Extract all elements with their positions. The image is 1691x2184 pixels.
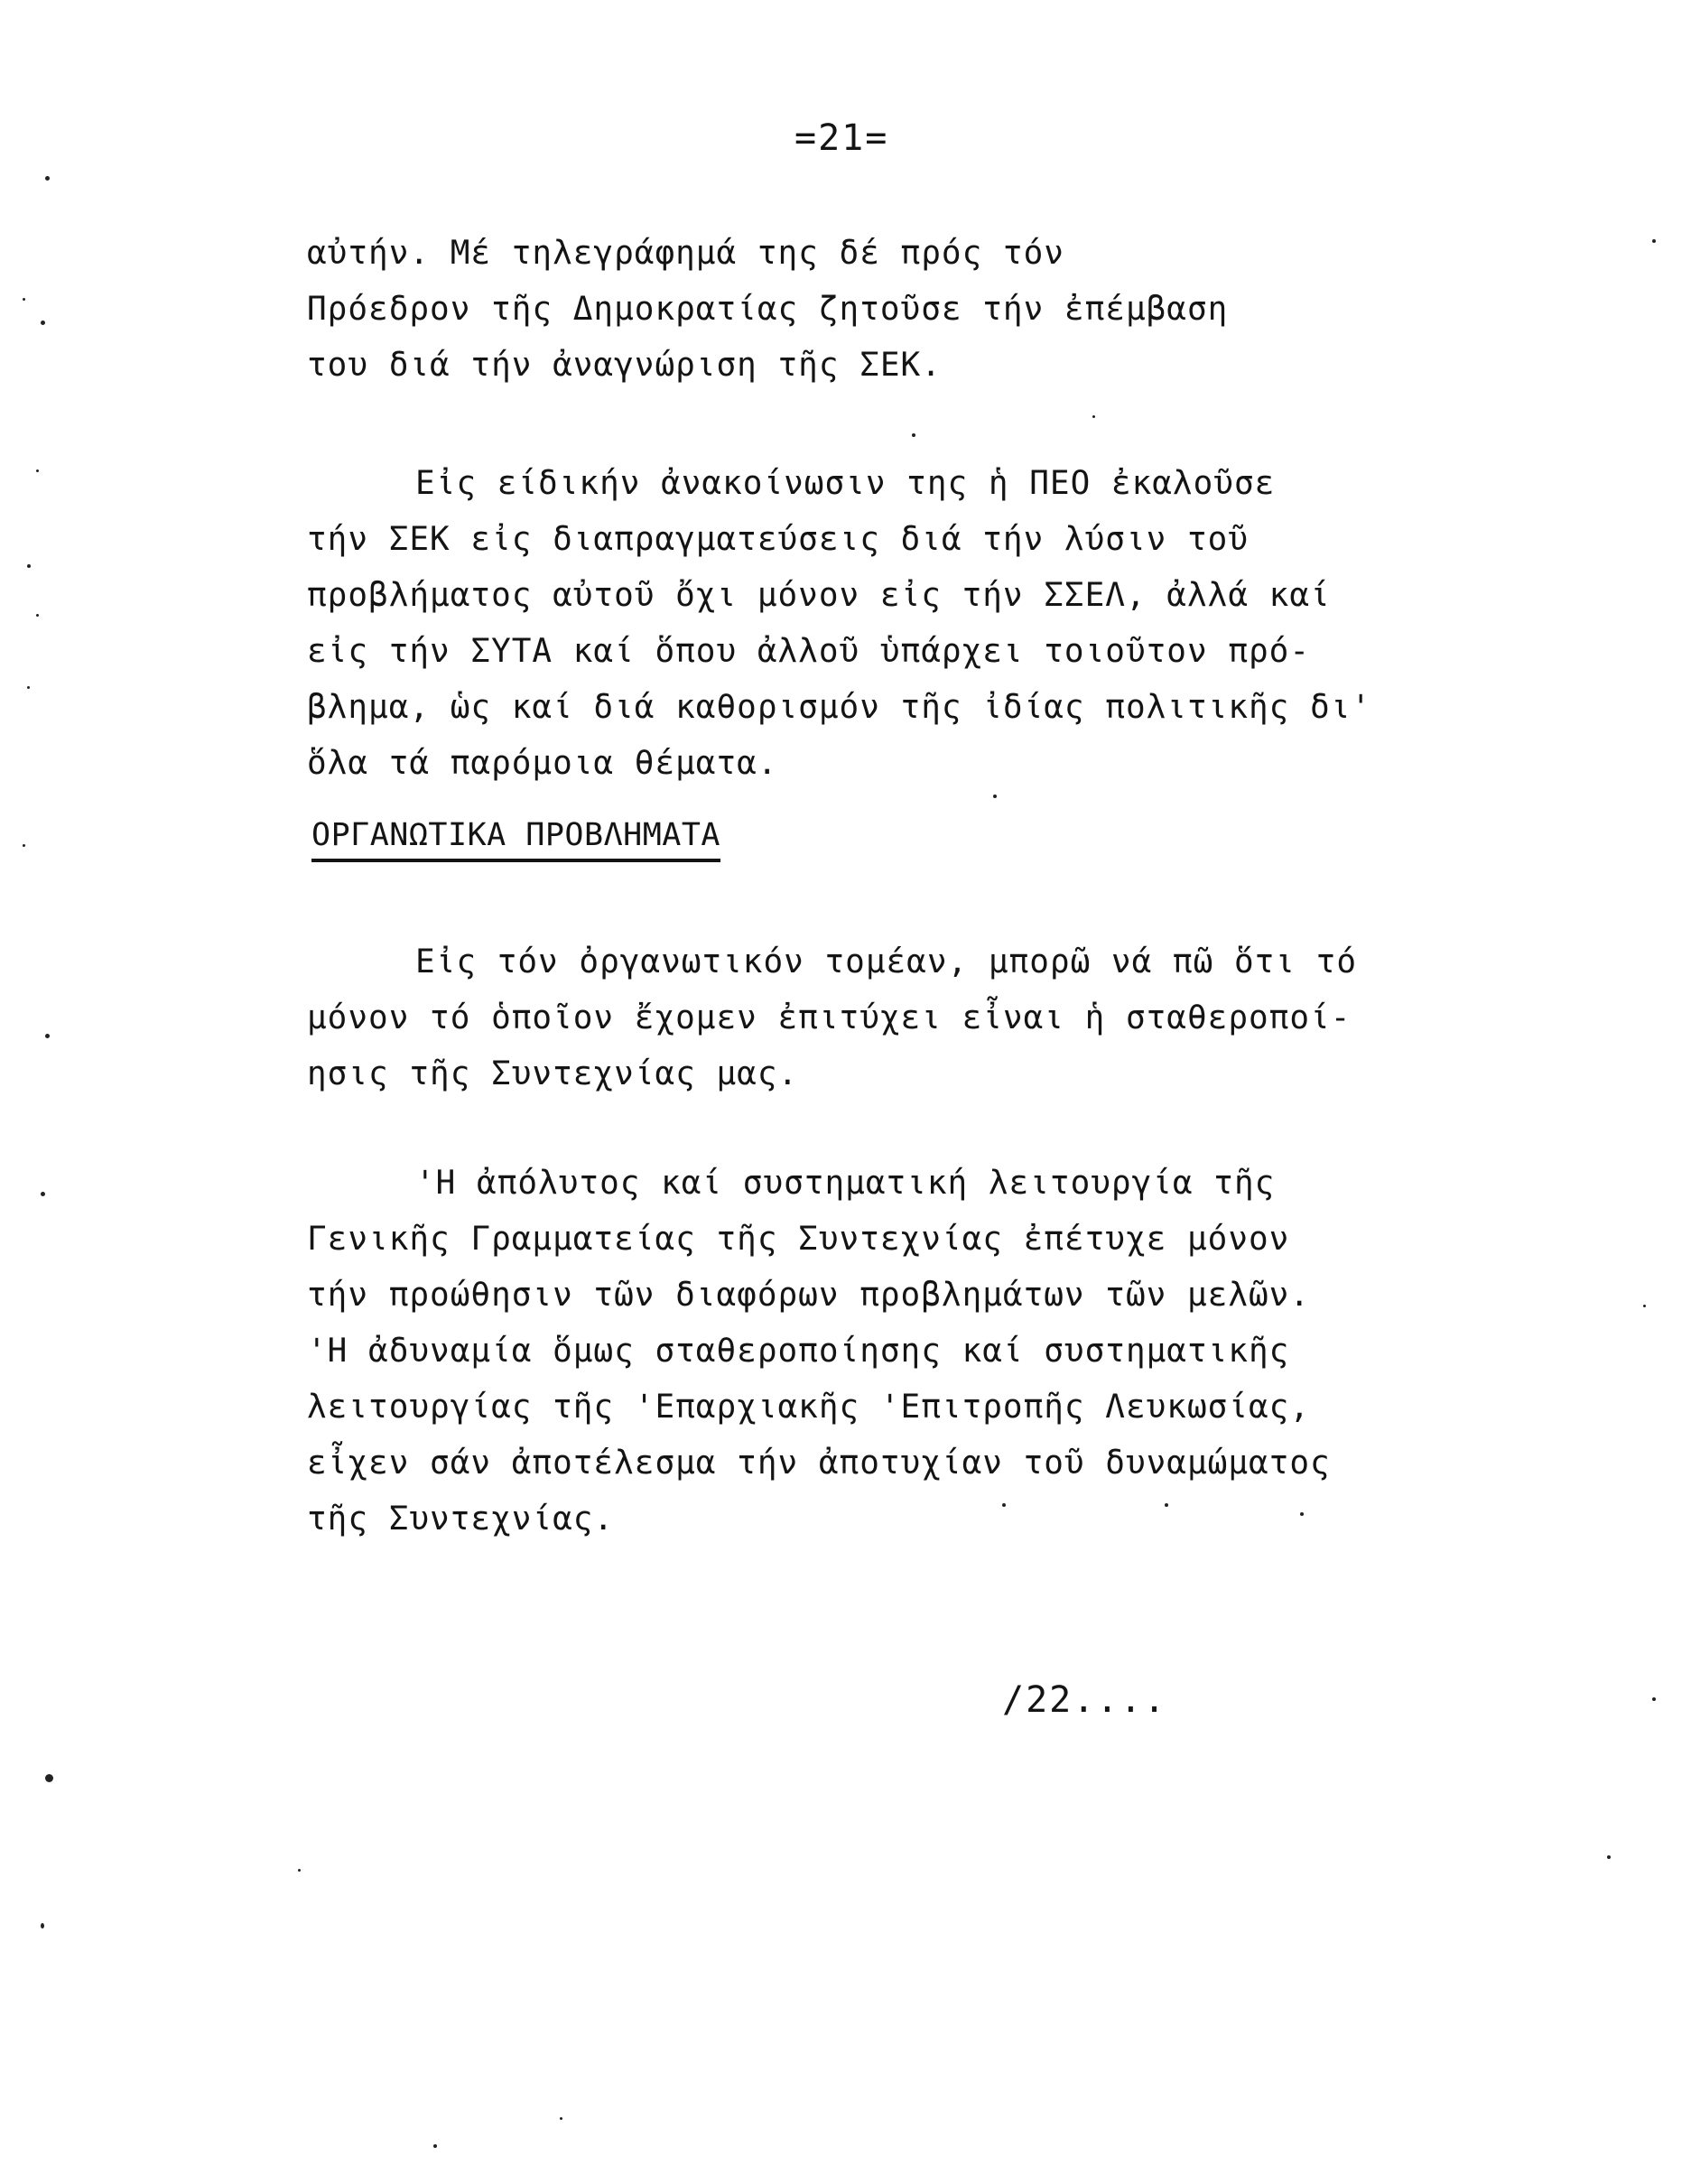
text-line: λειτουργίας τῆς 'Επαρχιακῆς 'Επιτροπῆς Λευκωσίας, xyxy=(307,1389,1311,1426)
text-line: Εἰς είδικήν ἀνακοίνωσιν της ἡ ΠΕΟ ἐκαλοῦσε xyxy=(415,465,1276,502)
text-line: Εἰς τόν ὀργανωτικόν τομέαν, μπορῶ νά πῶ ὅτι τό xyxy=(415,943,1357,980)
text-line: ησις τῆς Συντεχνίας μας. xyxy=(307,1055,799,1092)
text-line: μόνον τό ὁποῖον ἔχομεν ἐπιτύχει εἶναι ἡ σταθεροποί- xyxy=(307,999,1352,1036)
paragraph-4 xyxy=(307,1156,1481,1547)
text-line: εἶχεν σάν ἀποτέλεσμα τήν ἀποτυχίαν τοῦ δυναμώματος xyxy=(307,1445,1331,1482)
text-line: Γενικῆς Γραμματείας τῆς Συντεχνίας ἐπέτυχε μόνον xyxy=(307,1221,1290,1258)
text-line: τῆς Συντεχνίας. xyxy=(307,1501,615,1538)
text-line: Πρόεδρον τῆς Δημοκρατίας ζητοῦσε τήν ἐπέμβαση xyxy=(307,291,1229,328)
text-line: προβλήματος αὐτοῦ ὄχι μόνον εἰς τήν ΣΣΕΛ, ἀλλά καί xyxy=(307,577,1331,614)
text-line: τήν προώθησιν τῶν διαφόρων προβλημάτων τῶν μελῶν. xyxy=(307,1277,1311,1314)
text-line: αὐτήν. Μέ τηλεγράφημά της δέ πρός τόν xyxy=(307,235,1064,272)
text-line: εἰς τήν ΣΥΤΑ καί ὅπου ἀλλοῦ ὑπάρχει τοιοῦτον πρό- xyxy=(307,633,1311,670)
text-line: 'Η ἀπόλυτος καί συστηματική λειτουργία τῆς xyxy=(415,1165,1276,1202)
page-number: =21= xyxy=(794,117,889,159)
paragraph-2 xyxy=(307,456,1481,792)
text-line: τήν ΣΕΚ εἰς διαπραγματεύσεις διά τήν λύσιν τοῦ xyxy=(307,521,1249,558)
text-line: του διά τήν ἀναγνώριση τῆς ΣΕΚ. xyxy=(307,347,942,384)
text-line: βλημα, ὡς καί διά καθορισμόν τῆς ἰδίας πολιτικῆς δι' xyxy=(307,689,1372,726)
section-heading: ΟΡΓΑΝΩΤΙΚΑ ΠΡΟΒΛΗΜΑΤΑ xyxy=(311,817,720,862)
text-line: 'Η ἀδυναμία ὅμως σταθεροποίησης καί συστηματικῆς xyxy=(307,1333,1290,1370)
paragraph-3 xyxy=(307,934,1481,1102)
paragraph-1 xyxy=(307,226,1481,394)
continuation-marker: /22.... xyxy=(1002,1679,1167,1721)
text-line: ὅλα τά παρόμοια θέματα. xyxy=(307,745,778,782)
